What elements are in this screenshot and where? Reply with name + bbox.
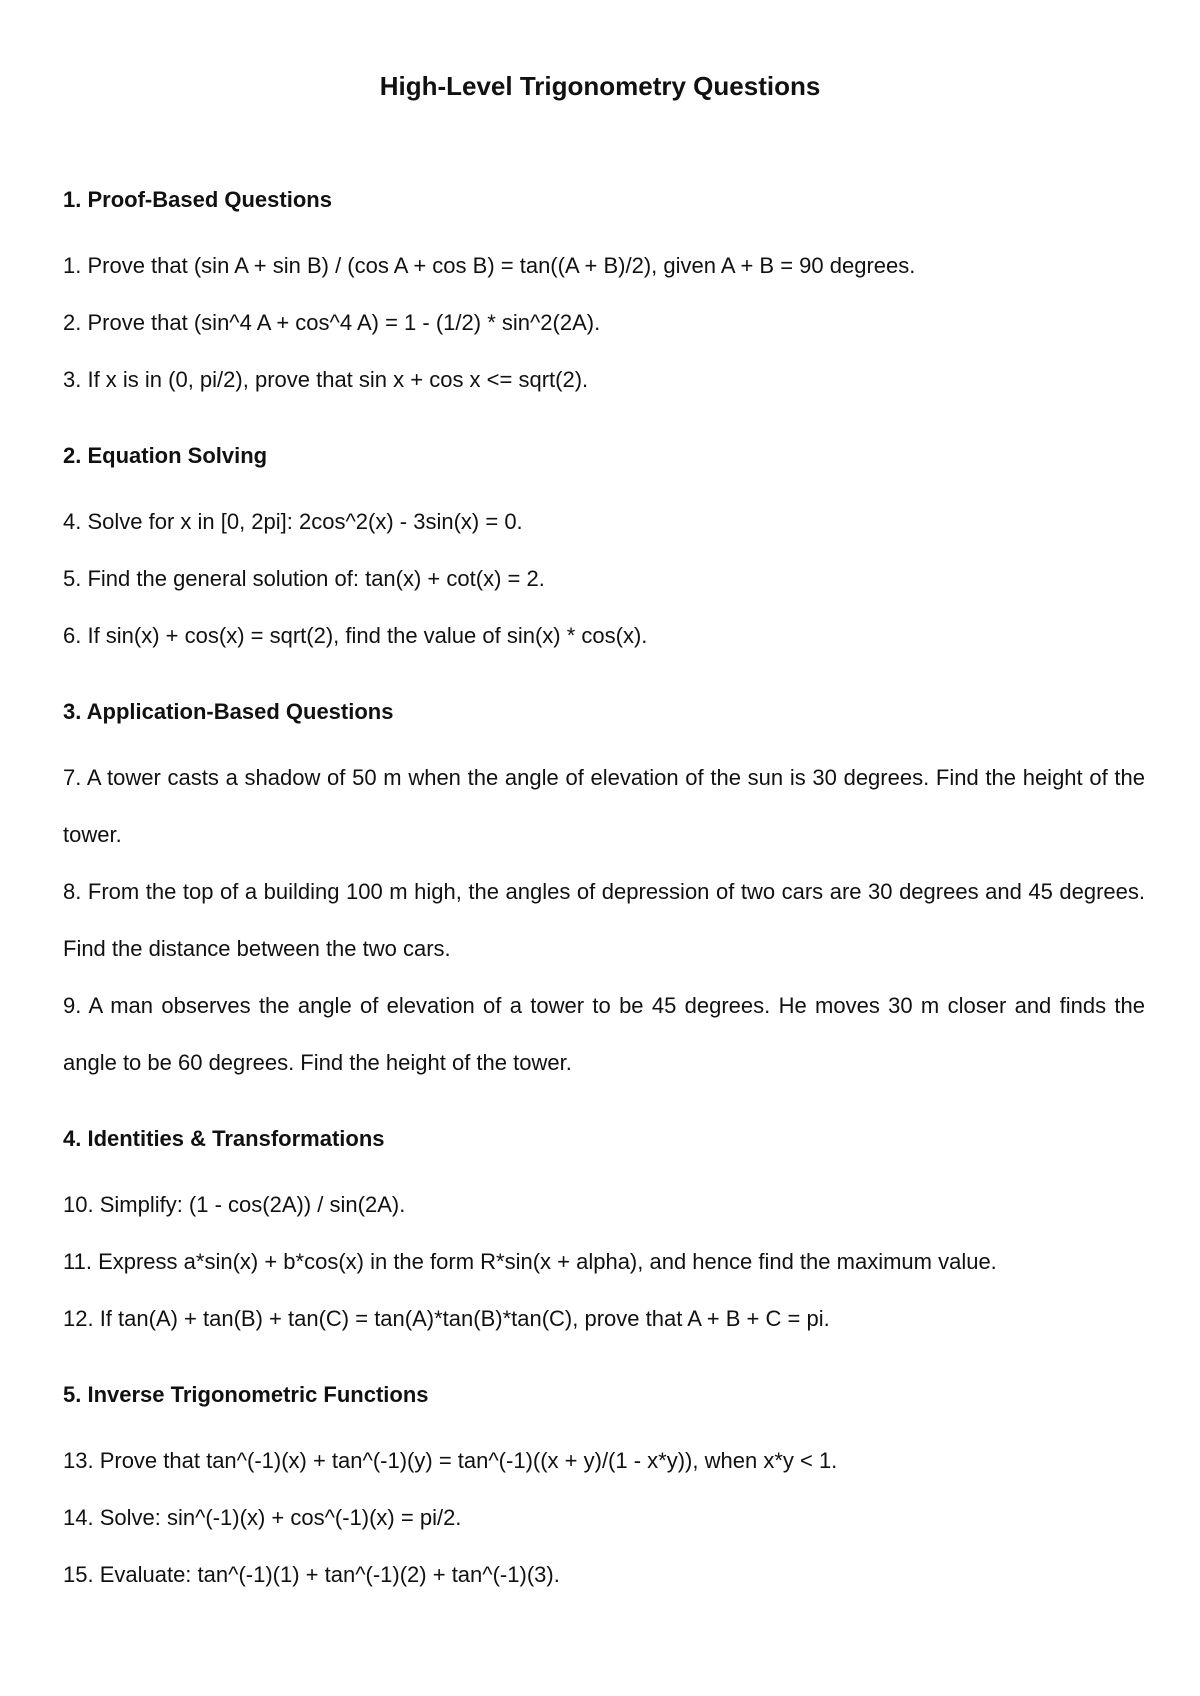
question-item: 14. Solve: sin^(-1)(x) + cos^(-1)(x) = pi/2. — [63, 1505, 462, 1530]
section-heading: 4. Identities & Transformations — [63, 1126, 385, 1151]
section-proof-based — [63, 180, 1145, 408]
question-item: 5. Find the general solution of: tan(x) + cot(x) = 2. — [63, 566, 545, 591]
question-item: 7. A tower casts a shadow of 50 m when the angle of elevation of the sun is 30 degrees. Find the height of the tower. — [63, 765, 1145, 847]
question-item: 3. If x is in (0, pi/2), prove that sin x + cos x <= sqrt(2). — [63, 367, 589, 392]
section-heading: 5. Inverse Trigonometric Functions — [63, 1382, 429, 1407]
question-item: 4. Solve for x in [0, 2pi]: 2cos^2(x) - 3sin(x) = 0. — [63, 509, 523, 534]
section-application-based — [63, 692, 1145, 1091]
question-item: 13. Prove that tan^(-1)(x) + tan^(-1)(y) = tan^(-1)((x + y)/(1 - x*y)), when x*y < 1. — [63, 1448, 838, 1473]
section-inverse-trig-functions — [63, 1375, 1145, 1603]
question-item: 15. Evaluate: tan^(-1)(1) + tan^(-1)(2) + tan^(-1)(3). — [63, 1562, 560, 1587]
question-item: 1. Prove that (sin A + sin B) / (cos A + cos B) = tan((A + B)/2), given A + B = 90 degrees. — [63, 253, 916, 278]
question-item: 2. Prove that (sin^4 A + cos^4 A) = 1 - (1/2) * sin^2(2A). — [63, 310, 601, 335]
section-equation-solving — [63, 436, 1145, 664]
question-item: 10. Simplify: (1 - cos(2A)) / sin(2A). — [63, 1192, 406, 1217]
section-identities-transformations — [63, 1119, 1145, 1347]
question-item: 9. A man observes the angle of elevation of a tower to be 45 degrees. He moves 30 m closer and finds the angle to be 60 degrees. Find the height of the tower. — [63, 993, 1145, 1075]
document-title: High-Level Trigonometry Questions — [379, 71, 821, 101]
question-item: 6. If sin(x) + cos(x) = sqrt(2), find the value of sin(x) * cos(x). — [63, 623, 648, 648]
section-heading: 3. Application-Based Questions — [63, 699, 394, 724]
section-heading: 1. Proof-Based Questions — [63, 187, 332, 212]
question-item: 11. Express a*sin(x) + b*cos(x) in the form R*sin(x + alpha), and hence find the maximum value. — [63, 1249, 997, 1274]
question-item: 12. If tan(A) + tan(B) + tan(C) = tan(A)*tan(B)*tan(C), prove that A + B + C = pi. — [63, 1306, 830, 1331]
question-sections — [63, 180, 1145, 1631]
question-item: 8. From the top of a building 100 m high, the angles of depression of two cars are 30 degrees and 45 degrees. Find the distance between the two cars. — [63, 879, 1145, 961]
section-heading: 2. Equation Solving — [63, 443, 268, 468]
